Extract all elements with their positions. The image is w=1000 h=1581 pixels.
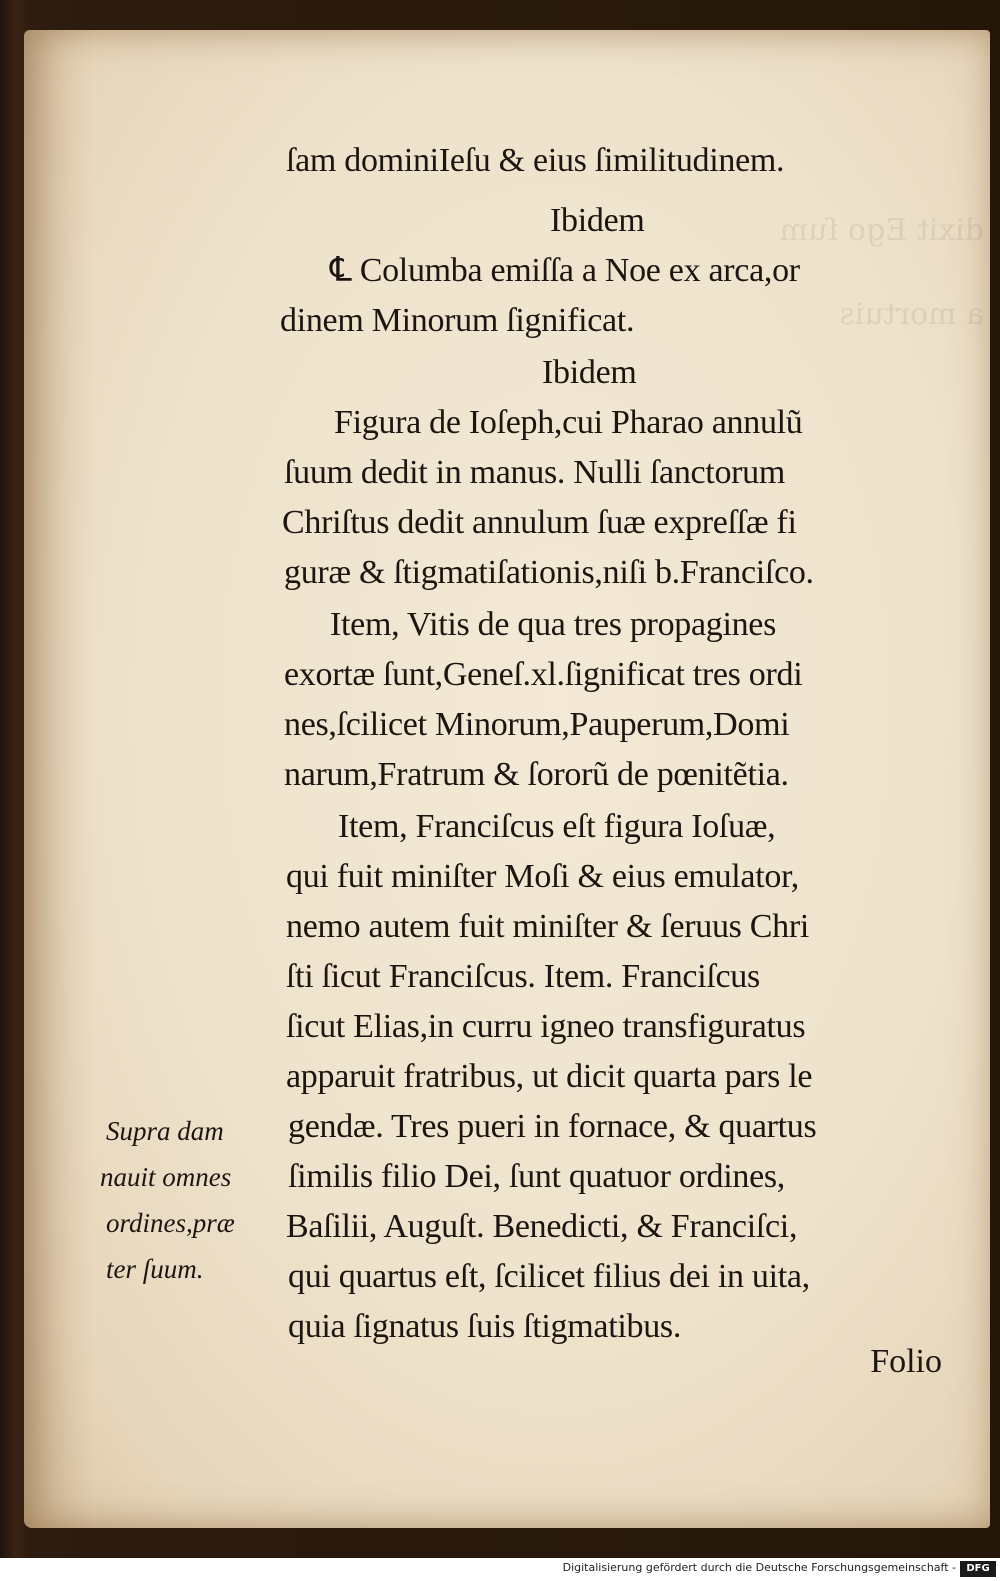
text-line: nemo autem fuit miniſter & ſeruus Chri — [286, 908, 810, 945]
text-line: exortæ ſunt,Geneſ.xl.ſignificat tres ordi — [284, 656, 803, 693]
section-heading: Ibidem — [550, 202, 645, 239]
section-heading: Ibidem — [542, 354, 637, 391]
text-line: apparuit fratribus, ut dicit quarta pars le — [286, 1058, 813, 1095]
text-line: Item, Vitis de qua tres propagines — [330, 606, 777, 643]
text-line: qui quartus eſt, ſcilicet filius dei in uita, — [288, 1258, 810, 1295]
dfg-logo-icon: DFG — [960, 1561, 996, 1577]
text-line: ſicut Elias,in curru igneo transfiguratus — [286, 1008, 806, 1045]
text-line: Chriſtus dedit annulum ſuæ expreſſæ fi — [282, 504, 797, 541]
bleed-through-text: dixit Ego ſum a mortuis — [779, 213, 984, 332]
text-line: gendæ. Tres pueri in fornace, & quartus — [288, 1108, 817, 1145]
text-line: nes,ſcilicet Minorum,Pauperum,Domi — [284, 706, 790, 743]
text-line: ſuum dedit in manus. Nulli ſanctorum — [284, 454, 786, 491]
text-line: guræ & ſtigmatiſationis,niſi b.Franciſco. — [284, 554, 814, 591]
digitization-footer — [0, 1558, 1000, 1581]
text-line: ℄ Columba emiſſa a Noe ex arca,or — [330, 252, 800, 289]
funding-credit: Digitalisierung gefördert durch die Deutsche Forschungsgemeinschaft - — [562, 1561, 956, 1574]
text-line: ſti ſicut Franciſcus. Item. Franciſcus — [286, 958, 760, 995]
marginal-note-line: ordines,præ — [106, 1208, 235, 1238]
marginal-note-line: ter ſuum. — [106, 1254, 204, 1284]
text-line: qui fuit miniſter Moſi & eius emulator, — [286, 858, 799, 895]
catchword: Folio — [870, 1343, 942, 1380]
text-line: ſimilis filio Dei, ſunt quatuor ordines, — [288, 1158, 786, 1195]
text-line: ſam dominiIeſu & eius ſimilitudinem. — [286, 142, 785, 179]
text-line: Baſilii, Auguſt. Benedicti, & Franciſci, — [286, 1208, 798, 1245]
text-line: Item, Franciſcus eſt figura Ioſuæ, — [338, 808, 776, 845]
text-line: narum,Fratrum & ſororũ de pœnitẽtia. — [284, 756, 789, 793]
page-gutter-shadow — [24, 30, 94, 1528]
marginal-note-line: nauit omnes — [100, 1162, 232, 1192]
text-line: Figura de Ioſeph,cui Pharao annulũ — [334, 404, 803, 441]
text-line: dinem Minorum ſignificat. — [280, 302, 635, 339]
text-line: quia ſignatus ſuis ſtigmatibus. — [288, 1308, 682, 1345]
marginal-note-line: Supra dam — [106, 1116, 224, 1146]
